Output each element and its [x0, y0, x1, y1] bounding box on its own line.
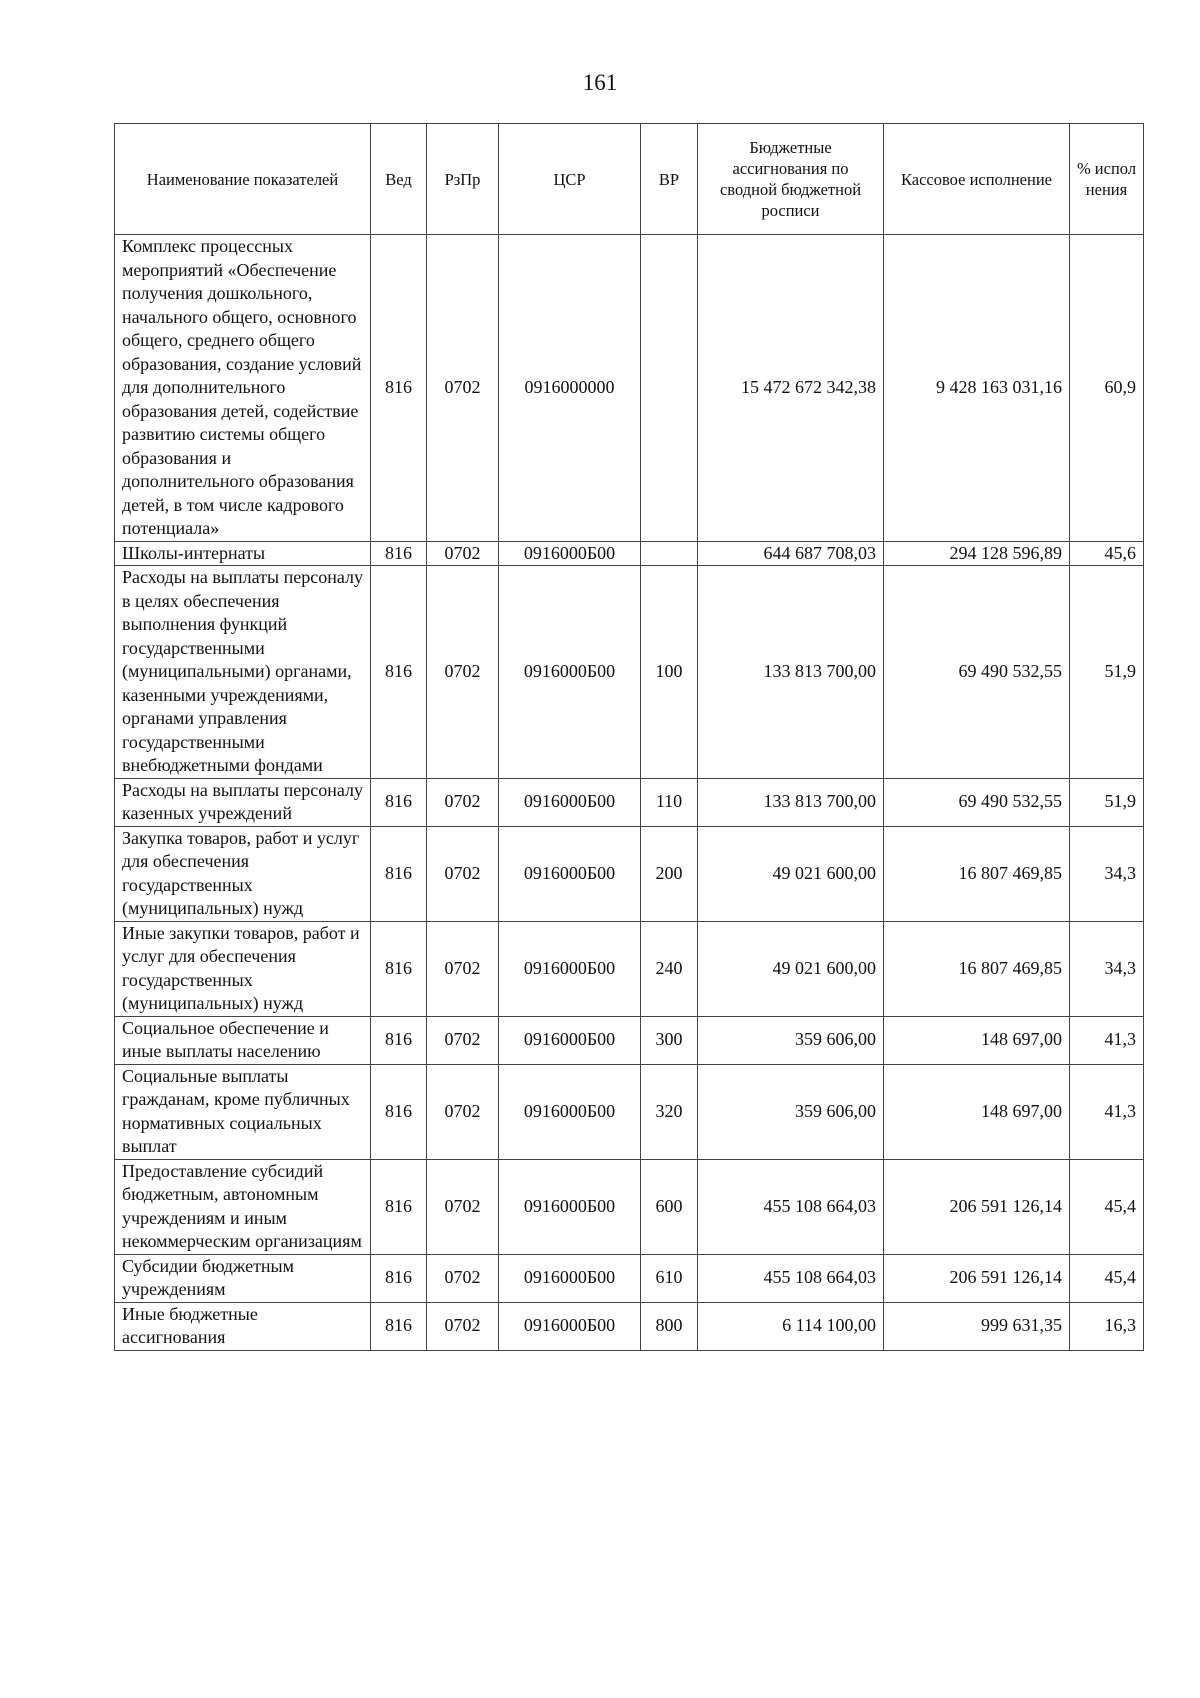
- row-vr: 100: [641, 566, 698, 779]
- row-csr: 0916000Б00: [499, 541, 641, 566]
- row-ved: 816: [371, 566, 427, 779]
- row-cash-execution: 148 697,00: [884, 1064, 1070, 1159]
- row-ved: 816: [371, 1159, 427, 1254]
- row-rzpr: 0702: [427, 566, 499, 779]
- budget-execution-table: [114, 123, 1144, 1351]
- row-name: Школы-интернаты: [115, 541, 371, 566]
- row-rzpr: 0702: [427, 921, 499, 1016]
- row-assignments: 359 606,00: [698, 1016, 884, 1064]
- row-assignments: 6 114 100,00: [698, 1302, 884, 1350]
- row-percent: 16,3: [1070, 1302, 1144, 1350]
- header-name: Наименование показателей: [115, 124, 371, 235]
- table-row: [115, 826, 1144, 921]
- row-rzpr: 0702: [427, 1254, 499, 1302]
- row-assignments: 455 108 664,03: [698, 1254, 884, 1302]
- row-csr: 0916000Б00: [499, 778, 641, 826]
- row-cash-execution: 69 490 532,55: [884, 566, 1070, 779]
- page-number: 161: [582, 70, 618, 95]
- row-percent: 41,3: [1070, 1064, 1144, 1159]
- row-vr: 600: [641, 1159, 698, 1254]
- row-cash-execution: 999 631,35: [884, 1302, 1070, 1350]
- row-csr: 0916000Б00: [499, 1254, 641, 1302]
- row-percent: 51,9: [1070, 566, 1144, 779]
- row-ved: 816: [371, 826, 427, 921]
- row-name: Комплекс процессных мероприятий «Обеспечение получения дошкольного, начального общего, основного общего, среднего общего образования, создание условий для дополнительного образования детей, содействие развитию системы общего образования и дополнительного образования детей, в том числе кадрового потенциала»: [115, 235, 371, 542]
- row-vr: 320: [641, 1064, 698, 1159]
- row-name: Расходы на выплаты персоналу в целях обеспечения выполнения функций государственными (муниципальными) органами, казенными учреждениями, органами управления государственными внебюджетными фондами: [115, 566, 371, 779]
- header-ved: Вед: [371, 124, 427, 235]
- row-name: Предоставление субсидий бюджетным, автономным учреждениям и иным некоммерческим организациям: [115, 1159, 371, 1254]
- row-rzpr: 0702: [427, 826, 499, 921]
- table-row: [115, 1016, 1144, 1064]
- row-assignments: 49 021 600,00: [698, 921, 884, 1016]
- row-vr: 240: [641, 921, 698, 1016]
- table-row: [115, 1302, 1144, 1350]
- row-vr: [641, 235, 698, 542]
- row-rzpr: 0702: [427, 1064, 499, 1159]
- row-csr: 0916000Б00: [499, 566, 641, 779]
- row-vr: 800: [641, 1302, 698, 1350]
- row-cash-execution: 206 591 126,14: [884, 1254, 1070, 1302]
- row-assignments: 359 606,00: [698, 1064, 884, 1159]
- row-csr: 0916000000: [499, 235, 641, 542]
- table-row: [115, 1254, 1144, 1302]
- row-name: Субсидии бюджетным учреждениям: [115, 1254, 371, 1302]
- row-rzpr: 0702: [427, 1016, 499, 1064]
- row-percent: 41,3: [1070, 1016, 1144, 1064]
- header-csr: ЦСР: [499, 124, 641, 235]
- row-percent: 45,4: [1070, 1159, 1144, 1254]
- row-assignments: 133 813 700,00: [698, 566, 884, 779]
- row-vr: 300: [641, 1016, 698, 1064]
- row-csr: 0916000Б00: [499, 1159, 641, 1254]
- row-cash-execution: 16 807 469,85: [884, 921, 1070, 1016]
- header-percent: % испол нения: [1070, 124, 1144, 235]
- table-row: [115, 1159, 1144, 1254]
- row-cash-execution: 69 490 532,55: [884, 778, 1070, 826]
- row-name: Иные закупки товаров, работ и услуг для обеспечения государственных (муниципальных) нужд: [115, 921, 371, 1016]
- row-csr: 0916000Б00: [499, 921, 641, 1016]
- row-csr: 0916000Б00: [499, 826, 641, 921]
- row-percent: 45,6: [1070, 541, 1144, 566]
- row-ved: 816: [371, 1064, 427, 1159]
- table-header-row: [115, 124, 1144, 235]
- row-rzpr: 0702: [427, 235, 499, 542]
- row-percent: 51,9: [1070, 778, 1144, 826]
- row-ved: 816: [371, 235, 427, 542]
- row-ved: 816: [371, 778, 427, 826]
- row-vr: [641, 541, 698, 566]
- row-rzpr: 0702: [427, 1302, 499, 1350]
- row-csr: 0916000Б00: [499, 1302, 641, 1350]
- header-cash-execution: Кассовое исполнение: [884, 124, 1070, 235]
- row-name: Расходы на выплаты персоналу казенных учреждений: [115, 778, 371, 826]
- row-rzpr: 0702: [427, 541, 499, 566]
- row-ved: 816: [371, 1254, 427, 1302]
- row-name: Социальное обеспечение и иные выплаты населению: [115, 1016, 371, 1064]
- table-row: [115, 1064, 1144, 1159]
- row-name: Социальные выплаты гражданам, кроме публичных нормативных социальных выплат: [115, 1064, 371, 1159]
- row-percent: 34,3: [1070, 921, 1144, 1016]
- row-rzpr: 0702: [427, 778, 499, 826]
- header-vr: ВР: [641, 124, 698, 235]
- table-row: [115, 566, 1144, 779]
- row-percent: 34,3: [1070, 826, 1144, 921]
- row-vr: 610: [641, 1254, 698, 1302]
- row-ved: 816: [371, 1016, 427, 1064]
- row-assignments: 644 687 708,03: [698, 541, 884, 566]
- table-row: [115, 778, 1144, 826]
- row-name: Закупка товаров, работ и услуг для обеспечения государственных (муниципальных) нужд: [115, 826, 371, 921]
- row-name: Иные бюджетные ассигнования: [115, 1302, 371, 1350]
- row-cash-execution: 9 428 163 031,16: [884, 235, 1070, 542]
- table-row: [115, 921, 1144, 1016]
- row-assignments: 15 472 672 342,38: [698, 235, 884, 542]
- row-cash-execution: 148 697,00: [884, 1016, 1070, 1064]
- row-assignments: 455 108 664,03: [698, 1159, 884, 1254]
- row-csr: 0916000Б00: [499, 1064, 641, 1159]
- table-row: [115, 541, 1144, 566]
- row-cash-execution: 16 807 469,85: [884, 826, 1070, 921]
- row-percent: 45,4: [1070, 1254, 1144, 1302]
- row-assignments: 49 021 600,00: [698, 826, 884, 921]
- row-cash-execution: 294 128 596,89: [884, 541, 1070, 566]
- row-percent: 60,9: [1070, 235, 1144, 542]
- row-ved: 816: [371, 921, 427, 1016]
- row-vr: 200: [641, 826, 698, 921]
- header-assignments: Бюджетные ассигнования по сводной бюджетной росписи: [698, 124, 884, 235]
- row-ved: 816: [371, 1302, 427, 1350]
- header-rzpr: РзПр: [427, 124, 499, 235]
- row-vr: 110: [641, 778, 698, 826]
- row-assignments: 133 813 700,00: [698, 778, 884, 826]
- row-rzpr: 0702: [427, 1159, 499, 1254]
- row-ved: 816: [371, 541, 427, 566]
- table-row: [115, 235, 1144, 542]
- row-csr: 0916000Б00: [499, 1016, 641, 1064]
- row-cash-execution: 206 591 126,14: [884, 1159, 1070, 1254]
